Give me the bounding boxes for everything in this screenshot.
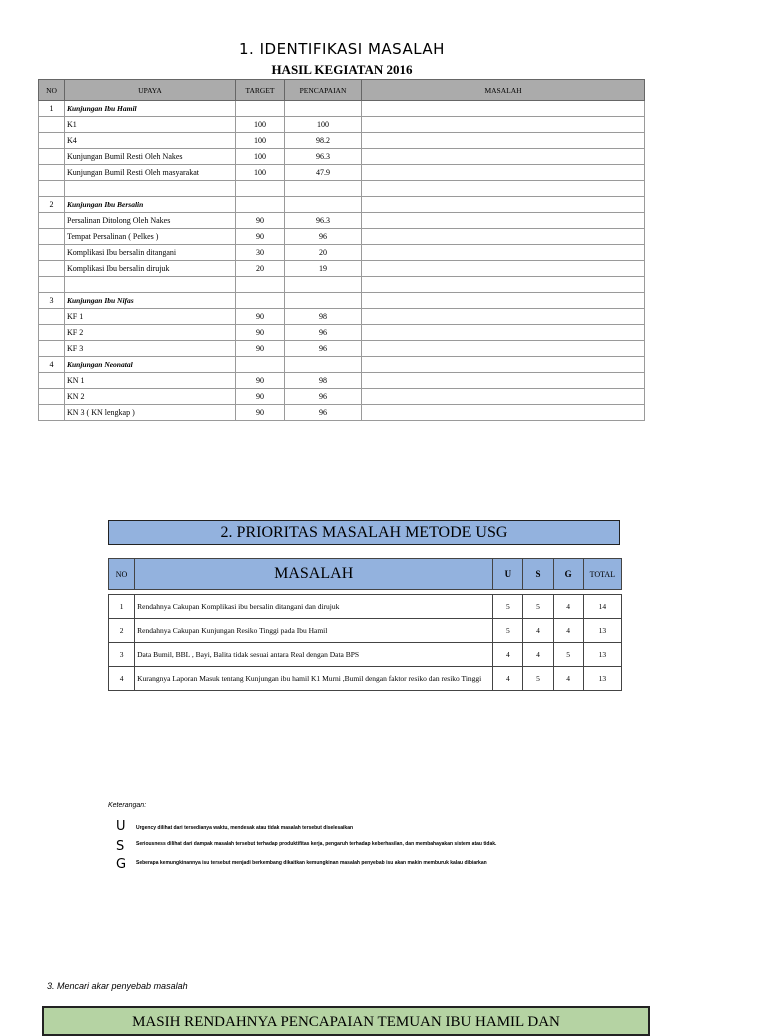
legend-text-u: Urgency dilihat dari tersedianya waktu, mendesak atau tidak masalah tersebut diselesaikan <box>136 825 354 831</box>
cell-no <box>39 133 65 149</box>
cell-no: 3 <box>39 293 65 309</box>
cell-no: 1 <box>39 101 65 117</box>
cell-masalah <box>362 277 645 293</box>
cell-no <box>39 229 65 245</box>
cell-masalah <box>362 165 645 181</box>
cell-upaya: Tempat Persalinan ( Pelkes ) <box>65 229 236 245</box>
cell-no: 4 <box>39 357 65 373</box>
cell-no <box>39 117 65 133</box>
legend-text-s: Seriousness dilihat dari dampak masalah tersebut terhadap produktifitas kerja, pengaruh terhadap keberhasilan, dan membahayakan sistem atau tidak. <box>136 841 497 847</box>
usg-header-s: S <box>523 559 553 590</box>
cell-no <box>39 389 65 405</box>
cell-upaya: Kunjungan Ibu Nifas <box>65 293 236 309</box>
table-row <box>39 405 645 421</box>
cell-upaya: K1 <box>65 117 236 133</box>
cell-upaya: Kunjungan Bumil Resti Oleh masyarakat <box>65 165 236 181</box>
cell-masalah <box>362 405 645 421</box>
cell-masalah <box>362 341 645 357</box>
cell-target: 90 <box>236 325 285 341</box>
cell-no <box>39 405 65 421</box>
header-pencapaian: PENCAPAIAN <box>285 80 362 101</box>
root-cause-box: MASIH RENDAHNYA PENCAPAIAN TEMUAN IBU HAMIL DAN <box>42 1006 650 1036</box>
usg-row <box>109 667 622 691</box>
cell-target: 90 <box>236 389 285 405</box>
cell-upaya: Kunjungan Ibu Hamil <box>65 101 236 117</box>
cell-target: 90 <box>236 341 285 357</box>
usg-cell-g: 4 <box>553 667 583 691</box>
legend-text-g: Seberapa kemungkinannya isu tersebut menjadi berkembang dikaitkan kemungkinan masalah penyebab isu akan makin memburuk kalau dibiarkan <box>136 860 487 866</box>
table-row <box>39 133 645 149</box>
section1-title: 1. IDENTIFIKASI MASALAH <box>239 40 445 58</box>
usg-header-row <box>109 559 622 590</box>
cell-no <box>39 341 65 357</box>
usg-header-masalah: MASALAH <box>135 559 493 590</box>
usg-cell-s: 4 <box>523 643 553 667</box>
cell-target: 100 <box>236 149 285 165</box>
table-row <box>39 261 645 277</box>
cell-masalah <box>362 357 645 373</box>
usg-cell-masalah: Kurangnya Laporan Masuk tentang Kunjungan ibu hamil K1 Murni ,Bumil dengan faktor resiko dan resiko Tinggi <box>135 667 493 691</box>
usg-cell-total: 14 <box>583 595 621 619</box>
usg-row <box>109 643 622 667</box>
cell-upaya: Komplikasi Ibu bersalin dirujuk <box>65 261 236 277</box>
table-row <box>39 101 645 117</box>
cell-upaya: KN 1 <box>65 373 236 389</box>
header-upaya: UPAYA <box>65 80 236 101</box>
cell-no <box>39 373 65 389</box>
table-row <box>39 117 645 133</box>
table-row <box>39 357 645 373</box>
usg-cell-masalah: Data Bumil, BBL , Bayi, Balita tidak sesuai antara Real dengan Data BPS <box>135 643 493 667</box>
cell-target <box>236 101 285 117</box>
cell-upaya <box>65 277 236 293</box>
section2-title: 2. PRIORITAS MASALAH METODE USG <box>108 520 620 545</box>
cell-upaya: Persalinan Ditolong Oleh Nakes <box>65 213 236 229</box>
cell-pencapaian: 96.3 <box>285 213 362 229</box>
cell-masalah <box>362 117 645 133</box>
cell-upaya <box>65 181 236 197</box>
cell-pencapaian: 19 <box>285 261 362 277</box>
cell-upaya: K4 <box>65 133 236 149</box>
usg-cell-total: 13 <box>583 619 621 643</box>
usg-header-u: U <box>493 559 523 590</box>
cell-pencapaian: 96 <box>285 325 362 341</box>
usg-cell-masalah: Rendahnya Cakupan Komplikasi ibu bersalin ditangani dan dirujuk <box>135 595 493 619</box>
cell-target <box>236 357 285 373</box>
cell-masalah <box>362 181 645 197</box>
table-row <box>39 373 645 389</box>
cell-target: 90 <box>236 213 285 229</box>
cell-masalah <box>362 197 645 213</box>
usg-header-total: TOTAL <box>583 559 621 590</box>
cell-upaya: Kunjungan Ibu Bersalin <box>65 197 236 213</box>
cell-masalah <box>362 373 645 389</box>
cell-pencapaian: 96 <box>285 341 362 357</box>
table-row <box>39 293 645 309</box>
cell-pencapaian: 47.9 <box>285 165 362 181</box>
cell-masalah <box>362 325 645 341</box>
cell-masalah <box>362 245 645 261</box>
cell-target: 30 <box>236 245 285 261</box>
table-row <box>39 389 645 405</box>
usg-header-g: G <box>553 559 583 590</box>
legend-letter-s: S <box>116 839 125 854</box>
hasil-kegiatan-table <box>38 79 645 421</box>
usg-cell-g: 4 <box>553 595 583 619</box>
cell-upaya: Kunjungan Bumil Resti Oleh Nakes <box>65 149 236 165</box>
cell-target: 100 <box>236 165 285 181</box>
usg-cell-s: 5 <box>523 595 553 619</box>
usg-cell-s: 4 <box>523 619 553 643</box>
cell-target: 90 <box>236 405 285 421</box>
cell-no <box>39 149 65 165</box>
cell-pencapaian: 98 <box>285 309 362 325</box>
cell-upaya: KN 3 ( KN lengkap ) <box>65 405 236 421</box>
cell-target <box>236 293 285 309</box>
cell-no <box>39 261 65 277</box>
cell-pencapaian: 98.2 <box>285 133 362 149</box>
usg-cell-no: 3 <box>109 643 135 667</box>
table-row <box>39 165 645 181</box>
header-masalah: MASALAH <box>362 80 645 101</box>
table-row <box>39 229 645 245</box>
cell-no <box>39 213 65 229</box>
header-target: TARGET <box>236 80 285 101</box>
cell-no <box>39 165 65 181</box>
section3-title: 3. Mencari akar penyebab masalah <box>47 981 188 991</box>
usg-cell-u: 4 <box>493 643 523 667</box>
usg-row <box>109 619 622 643</box>
cell-no <box>39 245 65 261</box>
cell-target: 90 <box>236 309 285 325</box>
usg-cell-no: 1 <box>109 595 135 619</box>
usg-header-no: NO <box>109 559 135 590</box>
table-row <box>39 149 645 165</box>
table-row <box>39 341 645 357</box>
cell-masalah <box>362 261 645 277</box>
cell-no: 2 <box>39 197 65 213</box>
legend-letter-u: U <box>116 819 126 834</box>
cell-pencapaian <box>285 197 362 213</box>
table-header-row <box>39 80 645 101</box>
usg-cell-no: 2 <box>109 619 135 643</box>
cell-upaya: KF 1 <box>65 309 236 325</box>
cell-pencapaian: 96 <box>285 389 362 405</box>
legend-letter-g: G <box>116 857 127 872</box>
usg-table <box>108 558 622 691</box>
cell-no <box>39 325 65 341</box>
cell-pencapaian: 96.3 <box>285 149 362 165</box>
table-row <box>39 197 645 213</box>
cell-target: 90 <box>236 373 285 389</box>
table-row <box>39 245 645 261</box>
table-row <box>39 309 645 325</box>
cell-pencapaian: 98 <box>285 373 362 389</box>
header-no: NO <box>39 80 65 101</box>
cell-masalah <box>362 229 645 245</box>
keterangan-label: Keterangan: <box>108 802 147 809</box>
usg-cell-total: 13 <box>583 667 621 691</box>
usg-cell-u: 4 <box>493 667 523 691</box>
cell-masalah <box>362 389 645 405</box>
usg-cell-u: 5 <box>493 619 523 643</box>
cell-pencapaian <box>285 357 362 373</box>
cell-target <box>236 197 285 213</box>
cell-masalah <box>362 101 645 117</box>
cell-masalah <box>362 213 645 229</box>
cell-target <box>236 277 285 293</box>
usg-cell-g: 4 <box>553 619 583 643</box>
usg-cell-masalah: Rendahnya Cakupan Kunjungan Resiko Tinggi pada Ibu Hamil <box>135 619 493 643</box>
cell-masalah <box>362 149 645 165</box>
cell-pencapaian <box>285 293 362 309</box>
cell-upaya: Komplikasi Ibu bersalin ditangani <box>65 245 236 261</box>
table-row <box>39 325 645 341</box>
cell-upaya: KF 3 <box>65 341 236 357</box>
cell-upaya: KN 2 <box>65 389 236 405</box>
cell-masalah <box>362 133 645 149</box>
usg-cell-s: 5 <box>523 667 553 691</box>
cell-upaya: Kunjungan Neonatal <box>65 357 236 373</box>
cell-pencapaian: 96 <box>285 229 362 245</box>
cell-target <box>236 181 285 197</box>
cell-masalah <box>362 293 645 309</box>
section1-subtitle: HASIL KEGIATAN 2016 <box>271 62 413 77</box>
cell-pencapaian <box>285 101 362 117</box>
cell-target: 20 <box>236 261 285 277</box>
cell-pencapaian <box>285 181 362 197</box>
cell-target: 90 <box>236 229 285 245</box>
cell-target: 100 <box>236 117 285 133</box>
table-row <box>39 277 645 293</box>
usg-cell-u: 5 <box>493 595 523 619</box>
cell-upaya: KF 2 <box>65 325 236 341</box>
usg-cell-no: 4 <box>109 667 135 691</box>
cell-pencapaian: 20 <box>285 245 362 261</box>
cell-pencapaian: 96 <box>285 405 362 421</box>
cell-masalah <box>362 309 645 325</box>
cell-no <box>39 277 65 293</box>
usg-cell-g: 5 <box>553 643 583 667</box>
table-row <box>39 213 645 229</box>
cell-no <box>39 309 65 325</box>
cell-pencapaian <box>285 277 362 293</box>
cell-no <box>39 181 65 197</box>
cell-pencapaian: 100 <box>285 117 362 133</box>
usg-row <box>109 595 622 619</box>
cell-target: 100 <box>236 133 285 149</box>
usg-cell-total: 13 <box>583 643 621 667</box>
table-row <box>39 181 645 197</box>
